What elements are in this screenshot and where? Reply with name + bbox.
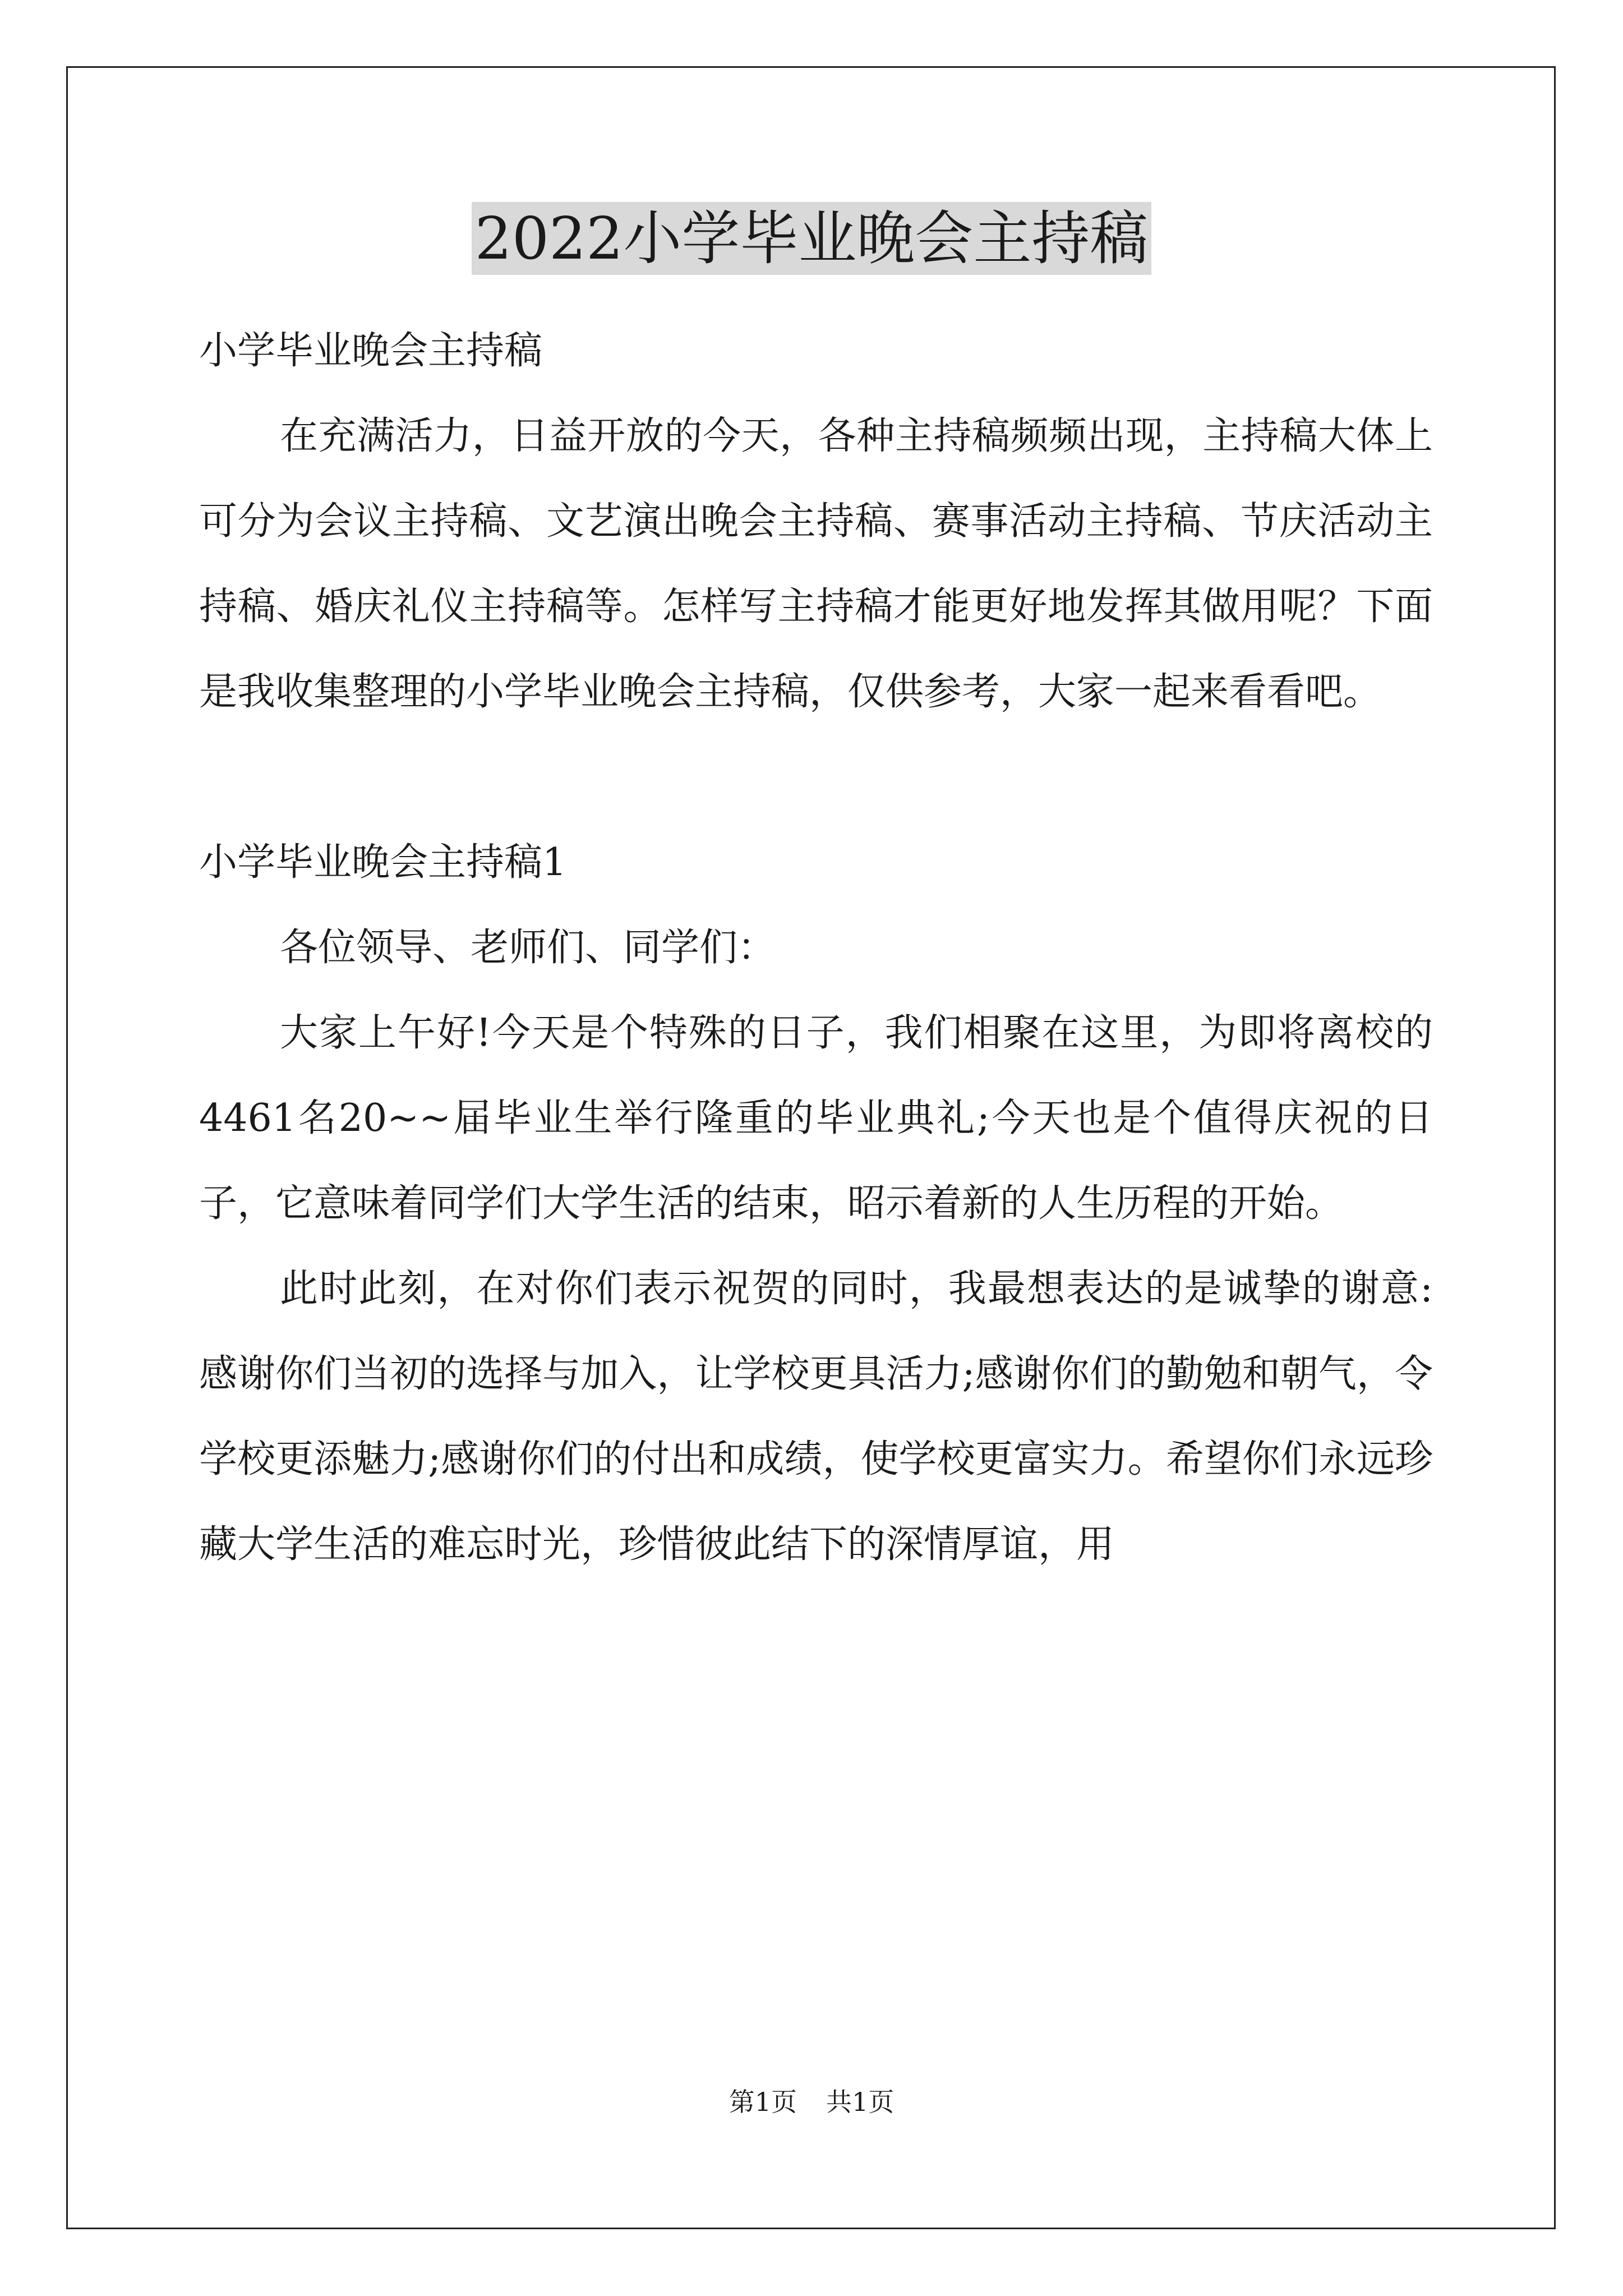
document-title-text: 2022小学毕业晚会主持稿 [472,202,1152,275]
body-paragraph-2: 此时此刻，在对你们表示祝贺的同时，我最想表达的是诚挚的谢意:感谢你们当初的选择与加入，让学校更具活力;感谢你们的勤勉和朝气，令学校更添魅力;感谢你们的付出和成绩，使学校更富实力。希望你们永远珍藏大学生活的难忘时光，珍惜彼此结下的深情厚谊，用 [199,1267,1433,1567]
intro-heading: 小学毕业晚会主持稿 [199,329,543,373]
document-body [199,309,1433,1588]
body-paragraph-1: 大家上午好!今天是个特殊的日子，我们相聚在这里，为即将离校的4461名20~~届毕业生举行隆重的毕业典礼;今天也是个值得庆祝的日子，它意味着同学们大学生活的结束，昭示着新的人生历程的开始。 [199,1011,1433,1226]
page-number: 第1页 [728,2087,797,2117]
salutation: 各位领导、老师们、同学们： [280,926,776,970]
page-total: 共1页 [826,2087,895,2117]
document-title [0,199,1623,278]
intro-paragraph: 在充满活力，日益开放的今天，各种主持稿频频出现，主持稿大体上可分为会议主持稿、文艺演出晚会主持稿、赛事活动主持稿、节庆活动主持稿、婚庆礼仪主持稿等。怎样写主持稿才能更好地发挥其做用呢？下面是我收集整理的小学毕业晚会主持稿，仅供参考，大家一起来看看吧。 [199,414,1433,714]
section-heading: 小学毕业晚会主持稿1 [199,840,567,885]
page-footer [0,2085,1623,2119]
